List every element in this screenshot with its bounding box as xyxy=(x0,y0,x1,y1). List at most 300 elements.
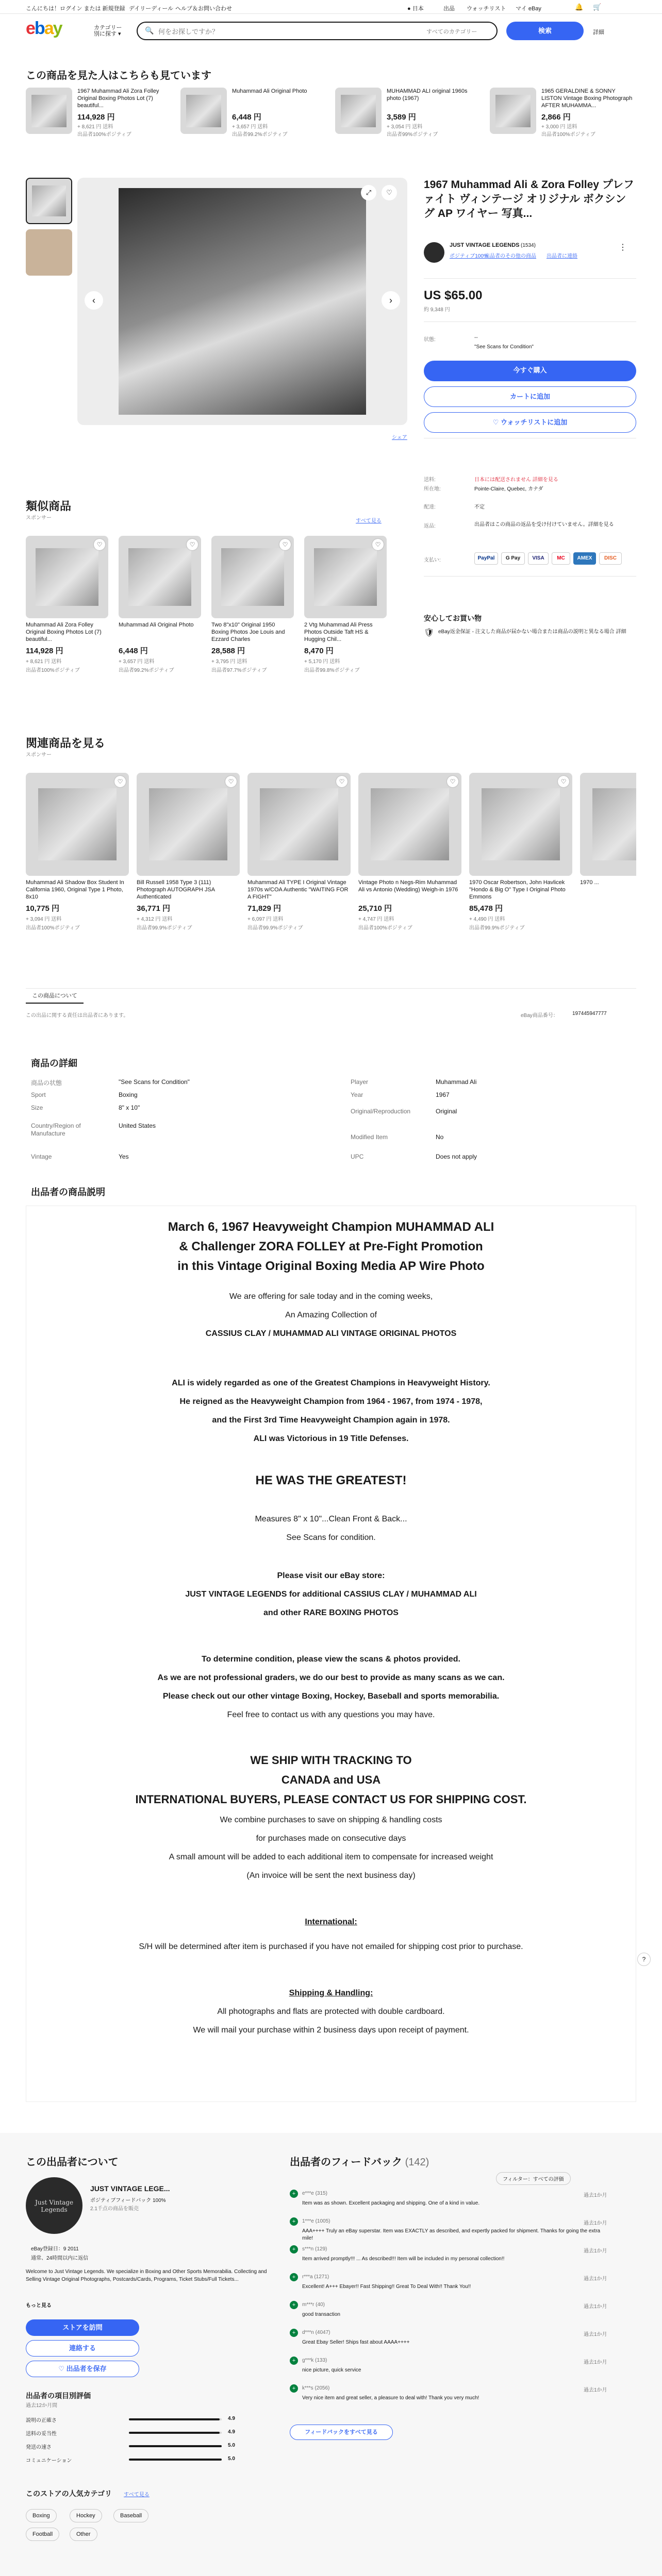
gallery-thumbnail-2[interactable] xyxy=(26,229,72,276)
item-shipping: + 5,170 円 送料 xyxy=(304,659,340,665)
category-pill[interactable]: Boxing xyxy=(26,2509,57,2522)
condition-note: "See Scans for Condition" xyxy=(474,344,534,350)
feedback-period: 過去1か月 xyxy=(584,2332,607,2337)
item-seller-note: 出品者99.8%ポジティブ xyxy=(304,668,360,673)
desc-paragraph: Please check out our other vintage Boxing, Hockey, Baseball and sports memorabilia. xyxy=(162,1692,500,1701)
item-price: 2,866 円 xyxy=(541,113,571,122)
description-title: 出品者の商品説明 xyxy=(31,1187,105,1197)
discover-icon: DISC xyxy=(599,552,622,565)
delivery-value: 不定 xyxy=(474,504,485,510)
rating-bar-track xyxy=(129,2445,222,2447)
paypal-icon: PayPal xyxy=(474,552,498,565)
amex-icon: AMEX xyxy=(573,552,596,565)
feedback-period: 過去1か月 xyxy=(584,2248,607,2254)
feedback-user: g***k (133) xyxy=(302,2358,327,2363)
listing-title: 1967 Muhammad Ali & Zora Folley プレファイト ヴィンテージ オリジナル ボクシング AP ワイヤー 写真... xyxy=(424,179,634,219)
spec-key: 商品の状態 xyxy=(31,1079,62,1087)
main-image[interactable] xyxy=(77,178,407,425)
desc-paragraph: JUST VINTAGE LEGENDS for additional CASSIUS CLAY / MUHAMMAD ALI xyxy=(185,1590,477,1599)
ebay-logo[interactable]: ebay xyxy=(26,19,62,38)
item-title[interactable]: Muhammad Ali TYPE I Original Vintage 1970s w/COA Authentic "WAITING FOR A FIGHT" xyxy=(247,879,349,900)
heart-icon[interactable]: ♡ xyxy=(94,539,105,550)
item-thumbnail[interactable] xyxy=(335,88,382,134)
related-item-card[interactable] xyxy=(247,773,351,931)
about-seller-more[interactable]: もっと見る xyxy=(26,2303,52,2309)
desc-paragraph: CASSIUS CLAY / MUHAMMAD ALI VINTAGE ORIGINAL PHOTOS xyxy=(205,1329,457,1338)
header-greeting[interactable]: こんにちは！ログイン または 新規登録 xyxy=(26,6,125,12)
item-shipping: + 8,621 円 送料 xyxy=(26,659,62,665)
categories-see-all[interactable]: すべて見る xyxy=(124,2492,150,2498)
item-seller-note: 出品者100%ポジティブ xyxy=(358,925,412,931)
rating-row xyxy=(26,2414,247,2425)
ship-to-flag[interactable]: ● 日本 xyxy=(407,6,424,12)
item-shipping: + 3,795 円 送料 xyxy=(211,659,247,665)
item-thumbnail[interactable] xyxy=(26,536,108,618)
header-help[interactable]: ヘルプ＆お問い合わせ xyxy=(175,6,232,12)
desc-paragraph: International: xyxy=(305,1918,357,1926)
feedback-user: 1***e (1005) xyxy=(302,2218,330,2224)
item-seller-note: 出品者99.2%ポジティブ xyxy=(119,668,174,673)
feedback-period: 過去1か月 xyxy=(584,2360,607,2365)
add-to-watchlist-button[interactable]: ♡ ウォッチリストに追加 xyxy=(424,412,636,433)
spec-key: Sport xyxy=(31,1091,46,1098)
condition-label: 状態: xyxy=(424,337,436,343)
item-title[interactable]: Muhammad Ali Original Photo xyxy=(232,88,307,94)
feedback-user: s***n (129) xyxy=(302,2246,327,2252)
rating-label: 送料の妥当性 xyxy=(26,2431,57,2437)
desc-heading-shipping: INTERNATIONAL BUYERS, PLEASE CONTACT US FOR SHIPPING COST. xyxy=(135,1793,527,1806)
item-thumbnail[interactable] xyxy=(469,773,572,876)
desc-paragraph: All photographs and flats are protected with double cardboard. xyxy=(217,2007,445,2016)
desc-heading-shipping: WE SHIP WITH TRACKING TO xyxy=(250,1754,412,1767)
item-price: 36,771 円 xyxy=(137,904,171,913)
visa-icon: VISA xyxy=(528,552,549,565)
item-price: 3,589 円 xyxy=(387,113,416,122)
positive-feedback-icon: + xyxy=(290,2217,298,2226)
desc-paragraph: Feel free to contact us with any questions you may have. xyxy=(227,1710,435,1719)
heart-icon[interactable]: ♡ xyxy=(114,776,126,787)
visit-store-button[interactable]: ストアを訪問 xyxy=(26,2319,139,2336)
gpay-icon: G Pay xyxy=(501,552,525,565)
about-seller-bio: Welcome to Just Vintage Legends. We specialize in Boxing and Other Sports Memorabilia. Collecting and Selling Vintage Original Photographs, Postcards/Cards, Programs, Ticket Stubs/Full Tickets... xyxy=(26,2269,267,2282)
location-value: Pointe-Claire, Quebec, カナダ xyxy=(474,486,543,492)
categories-title: このストアの人気カテゴリ xyxy=(26,2489,112,2498)
item-thumbnail[interactable] xyxy=(26,88,72,134)
heart-icon: ♡ xyxy=(58,2365,67,2372)
feedback-list xyxy=(290,2190,620,2416)
desc-paragraph: Measures 8" x 10"...Clean Front & Back... xyxy=(255,1515,407,1523)
related-title: 関連商品を見る xyxy=(26,737,106,750)
heart-icon[interactable]: ♡ xyxy=(336,776,347,787)
spec-key: Size xyxy=(31,1104,43,1111)
desc-paragraph: ALI is widely regarded as one of the Greatest Champions in Heavyweight History. xyxy=(172,1379,490,1387)
search-icon: 🔍 xyxy=(145,26,154,35)
item-shipping: + 4,747 円 送料 xyxy=(358,917,394,922)
shipping-value: 日本には配送されません 詳細を見る xyxy=(474,477,558,483)
rating-value: 5.0 xyxy=(228,2456,235,2462)
desc-paragraph: ALI was Victorious in 19 Title Defenses. xyxy=(253,1434,409,1443)
header-watchlist[interactable]: ウォッチリスト xyxy=(467,6,506,12)
top-strip xyxy=(26,88,636,155)
spec-value: Yes xyxy=(119,1153,129,1160)
see-all-feedback-button[interactable]: フィードバックをすべて見る xyxy=(290,2425,393,2440)
item-seller-note: 出品者100%ポジティブ xyxy=(541,132,595,138)
seller-responsibility-note: この出品に関する責任は出品者にあります。 xyxy=(26,1013,129,1019)
item-price: 6,448 円 xyxy=(119,647,148,655)
about-seller-title: この出品者について xyxy=(26,2157,119,2168)
ratings-title: 出品者の項目別評価 xyxy=(26,2392,91,2400)
desc-paragraph: (An invoice will be sent the next business day) xyxy=(246,1871,416,1880)
gallery-thumbnail-1[interactable] xyxy=(26,178,72,224)
rating-bar-track xyxy=(129,2432,222,2434)
feedback-title: 出品者のフィードバック (142) xyxy=(290,2157,429,2168)
similar-item-card[interactable] xyxy=(26,536,108,673)
feedback-text: good transaction xyxy=(302,2312,340,2317)
item-title[interactable]: Muhammad Ali Zora Folley Original Boxing Photos Lot (7) beautiful... xyxy=(26,622,102,642)
heart-icon[interactable]: ♡ xyxy=(558,776,569,787)
rating-row xyxy=(26,2454,247,2465)
about-seller-feedback: ポジティブフィードバック 100% xyxy=(90,2198,166,2204)
similar-item-card[interactable] xyxy=(304,536,387,673)
heart-icon: ♡ xyxy=(492,418,501,426)
bell-icon[interactable]: 🔔 xyxy=(575,3,584,11)
top-strip-title: この商品を見た人はこちらも見ています xyxy=(26,70,211,81)
rating-value: 4.9 xyxy=(228,2416,235,2421)
category-pill[interactable]: Hockey xyxy=(70,2509,102,2522)
seller-stats: (1534) xyxy=(521,243,536,248)
rating-row xyxy=(26,2428,247,2438)
item-thumbnail[interactable] xyxy=(490,88,536,134)
specifics-title: 商品の詳細 xyxy=(31,1058,77,1069)
spec-value: 8" x 10" xyxy=(119,1104,140,1111)
feedback-text: Item arrived promptly!!! ... As described!!! Item will be included in my personal collection!! xyxy=(302,2256,505,2262)
description-frame xyxy=(26,1206,636,2102)
desc-heading-1: March 6, 1967 Heavyweight Champion MUHAMMAD ALI xyxy=(168,1220,494,1234)
feedback-user: e***e (315) xyxy=(302,2191,327,2196)
item-price: 28,588 円 xyxy=(211,647,245,655)
header-sell[interactable]: 出品 xyxy=(443,6,455,12)
item-seller-note: 出品者99.9%ポジティブ xyxy=(137,925,192,931)
feedback-text: Excellent! A+++ Ebayer!! Fast Shipping!! Great To Deal With!! Thank You!! xyxy=(302,2284,471,2290)
desc-paragraph: S/H will be determined after item is purchased if you have not emailed for shipping cost prior to purchase. xyxy=(139,1942,523,1951)
header-daily-deals[interactable]: デイリーディール xyxy=(129,6,174,12)
heart-icon[interactable]: ♡ xyxy=(372,539,384,550)
spec-value: Muhammad Ali xyxy=(436,1078,477,1086)
item-thumbnail[interactable] xyxy=(137,773,240,876)
ratings-period: 過去12か月間 xyxy=(26,2403,58,2409)
item-thumbnail[interactable] xyxy=(247,773,351,876)
positive-feedback-icon: + xyxy=(290,2329,298,2337)
flag-icon: ● xyxy=(407,6,412,12)
item-seller-note: 出品者100%ポジティブ xyxy=(26,668,80,673)
top-strip-item[interactable] xyxy=(335,88,485,138)
header-my-ebay[interactable]: マイ eBay xyxy=(516,6,541,12)
search-button[interactable]: 検索 xyxy=(506,22,584,40)
spec-value: "See Scans for Condition" xyxy=(119,1078,190,1086)
condition-value: -- xyxy=(474,335,478,341)
desc-paragraph: He reigned as the Heavyweight Champion from 1964 - 1967, from 1974 - 1978, xyxy=(179,1397,483,1406)
item-title[interactable]: 1970 ... xyxy=(580,879,599,886)
category-pill[interactable]: Other xyxy=(70,2528,97,2541)
save-seller-button[interactable]: ♡ 出品者を保存 xyxy=(26,2361,139,2377)
payment-label: 支払い: xyxy=(424,557,441,563)
rating-bar-track xyxy=(129,2459,222,2461)
desc-paragraph: and the First 3rd Time Heavyweight Champion again in 1978. xyxy=(212,1416,450,1425)
heart-icon[interactable]: ♡ xyxy=(279,539,291,550)
returns-label: 返品: xyxy=(424,523,436,529)
item-shipping: + 3,054 円 送料 xyxy=(387,124,423,130)
returns-value: 出品者はこの商品の返品を受け付けていません。詳細を見る xyxy=(474,522,614,528)
expand-icon[interactable]: ⤢ xyxy=(361,185,376,200)
rating-bar-fill xyxy=(129,2432,220,2434)
share-link[interactable]: シェア xyxy=(392,435,407,440)
related-item-card[interactable] xyxy=(358,773,461,931)
similar-see-all[interactable]: すべて見る xyxy=(356,518,382,524)
spec-key: Country/Region of Manufacture xyxy=(31,1122,81,1137)
similar-item-card[interactable] xyxy=(119,536,201,673)
spec-key: Vintage xyxy=(31,1153,52,1160)
seller-avatar[interactable] xyxy=(424,242,444,263)
item-shipping: + 4,490 円 送料 xyxy=(469,917,505,922)
item-thumbnail[interactable] xyxy=(580,773,636,876)
contact-seller-button[interactable]: 連絡する xyxy=(26,2340,139,2357)
item-price: 114,928 円 xyxy=(77,113,115,122)
desc-paragraph: Please visit our eBay store: xyxy=(277,1571,385,1580)
feedback-text: Great Ebay Seller! Ships fast about AAAA++++ xyxy=(302,2340,410,2345)
item-title[interactable]: Muhammad Ali Shadow Box Student In California 1960, Original Type 1 Photo, 8x10 xyxy=(26,879,124,900)
ratings-list xyxy=(26,2414,247,2476)
item-shipping: + 3,000 円 送料 xyxy=(541,124,577,130)
item-seller-note: 出品者99.2%ポジティブ xyxy=(232,132,288,138)
positive-feedback-icon: + xyxy=(290,2301,298,2309)
item-thumbnail[interactable] xyxy=(26,773,129,876)
feedback-period: 過去1か月 xyxy=(584,2304,607,2310)
desc-paragraph: for purchases made on consecutive days xyxy=(256,1834,406,1843)
related-item-card[interactable] xyxy=(580,773,636,901)
positive-feedback-icon: + xyxy=(290,2384,298,2393)
tabs-divider xyxy=(26,988,636,989)
divider xyxy=(424,278,636,279)
positive-feedback-icon: + xyxy=(290,2190,298,2198)
search-input[interactable] xyxy=(158,26,385,37)
item-shipping: + 6,097 円 送料 xyxy=(247,917,284,922)
cart-icon[interactable]: 🛒 xyxy=(593,3,602,11)
item-shipping: + 3,657 円 送料 xyxy=(119,659,155,665)
contact-seller-link[interactable]: 出品者に連絡 xyxy=(547,253,577,259)
listing-price-approx: 約 9,348 円 xyxy=(424,307,450,313)
item-shipping: + 3,657 円 送料 xyxy=(232,124,268,130)
spec-value: No xyxy=(436,1133,444,1141)
feedback-period: 過去1か月 xyxy=(584,2193,607,2198)
related-item-card[interactable] xyxy=(137,773,240,931)
item-title[interactable]: 1970 Oscar Robertson, John Havlicek "Hondo & Big O" Type I Original Photo Emmons xyxy=(469,879,566,900)
spec-value: Does not apply xyxy=(436,1153,477,1160)
item-number: 197445947777 xyxy=(572,1011,607,1016)
seller-name[interactable]: JUST VINTAGE LEGENDS xyxy=(450,242,520,248)
seller-other-items-link[interactable]: 出品者のその他の商品 xyxy=(485,253,536,259)
spec-value: 1967 xyxy=(436,1091,450,1098)
feedback-filter[interactable]: フィルター：すべての評価 xyxy=(496,2172,571,2185)
item-price: 8,470 円 xyxy=(304,647,334,655)
item-thumbnail[interactable] xyxy=(119,536,201,618)
item-price: 25,710 円 xyxy=(358,904,392,913)
more-options-icon[interactable]: ⋮ xyxy=(619,243,627,252)
item-thumbnail[interactable] xyxy=(358,773,461,876)
desc-heading-3: in this Vintage Original Boxing Media AP Wire Photo xyxy=(177,1259,485,1273)
rating-label: 説明の正確さ xyxy=(26,2418,57,2424)
delivery-label: 配達: xyxy=(424,504,436,510)
about-seller-response: 通常、24時間以内に返信 xyxy=(31,2256,89,2261)
desc-heading-2: & Challenger ZORA FOLLEY at Pre-Fight Promotion xyxy=(179,1240,483,1253)
feedback-user: r***a (1271) xyxy=(302,2274,329,2280)
desc-paragraph: To determine condition, please view the scans & photos provided. xyxy=(201,1655,460,1664)
item-seller-note: 出品者99.9%ポジティブ xyxy=(469,925,525,931)
top-strip-item[interactable] xyxy=(180,88,330,138)
item-title[interactable]: MUHAMMAD ALI original 1960s photo (1967) xyxy=(387,88,468,101)
item-price: 71,829 円 xyxy=(247,904,282,913)
heart-icon[interactable]: ♡ xyxy=(382,185,397,200)
advanced-search-link[interactable]: 詳細 xyxy=(593,29,604,36)
rating-label: 発送の速さ xyxy=(26,2445,52,2450)
top-strip-item[interactable] xyxy=(490,88,636,138)
desc-paragraph: Shipping & Handling: xyxy=(289,1989,373,1997)
similar-sponsor: スポンサー xyxy=(26,515,52,521)
rating-row xyxy=(26,2441,247,2451)
photo-graphic xyxy=(119,188,366,415)
desc-heading-shipping: CANADA and USA xyxy=(281,1773,381,1786)
seller-feedback-link[interactable]: ポジティブ100% xyxy=(450,253,488,259)
positive-feedback-icon: + xyxy=(290,2273,298,2281)
item-shipping: + 4,312 円 送料 xyxy=(137,917,173,922)
rating-bar-fill xyxy=(129,2459,222,2461)
header-divider xyxy=(0,13,662,14)
chevron-left-icon[interactable]: ‹ xyxy=(85,291,103,310)
item-seller-note: 出品者99.9%ポジティブ xyxy=(247,925,303,931)
category-pill[interactable]: Baseball xyxy=(113,2509,148,2522)
seller-logo[interactable]: Just Vintage Legends xyxy=(26,2177,82,2234)
item-seller-note: 出品者99%ポジティブ xyxy=(387,132,438,138)
safe-shopping-text: eBay返金保証 - 注文した商品が届かない場合または商品の説明と異なる場合 詳細 xyxy=(438,629,626,635)
spec-key: UPC xyxy=(351,1153,364,1160)
desc-paragraph: We combine purchases to save on shipping & handling costs xyxy=(220,1816,442,1824)
tab-about-item[interactable]: この商品について xyxy=(26,988,84,1004)
desc-paragraph: An Amazing Collection of xyxy=(285,1311,377,1319)
heart-icon[interactable]: ♡ xyxy=(187,539,198,550)
feedback-text: AAA++++ Truly an eBay superstar. Item was EXACTLY as described, and expertly packed for shipment. Thanks for going the extra mile! xyxy=(302,2228,601,2241)
category-select[interactable]: すべてのカテゴリー xyxy=(426,29,477,35)
payment-methods xyxy=(474,552,636,566)
desc-paragraph: See Scans for condition. xyxy=(286,1533,376,1542)
heart-icon[interactable]: ♡ xyxy=(225,776,237,787)
item-shipping: + 3,094 円 送料 xyxy=(26,917,62,922)
divider xyxy=(424,321,636,322)
safe-shopping-title: 安心してお買い物 xyxy=(424,614,482,622)
spec-value: Boxing xyxy=(119,1091,138,1098)
help-icon[interactable]: ? xyxy=(637,1953,651,1966)
feedback-text: Very nice item and great seller, a pleasure to deal with! Thank you very much! xyxy=(302,2395,479,2401)
about-seller-member: eBay登録日：9 2011 xyxy=(31,2246,79,2252)
heart-icon[interactable]: ♡ xyxy=(447,776,458,787)
spec-value: United States xyxy=(119,1122,156,1129)
rating-bar-fill xyxy=(129,2418,220,2420)
location-label: 所在地: xyxy=(424,486,441,492)
item-thumbnail[interactable] xyxy=(304,536,387,618)
feedback-period: 過去1か月 xyxy=(584,2221,607,2226)
category-shop-button[interactable]: カテゴリー 別に探す ▾ xyxy=(94,25,122,37)
positive-feedback-icon: + xyxy=(290,2245,298,2253)
similar-item-card[interactable] xyxy=(211,536,294,673)
desc-heading-greatest: HE WAS THE GREATEST! xyxy=(255,1473,407,1487)
desc-paragraph: We will mail your purchase within 2 business days upon receipt of payment. xyxy=(193,2026,469,2035)
spec-key: Modified Item xyxy=(351,1133,388,1141)
category-pill[interactable]: Football xyxy=(26,2528,59,2541)
item-title[interactable]: 2 Vtg Muhammad Ali Press Photos Outside Taft HS & Hugging Chil... xyxy=(304,622,373,642)
similar-title: 類似商品 xyxy=(26,500,72,513)
item-title[interactable]: 1967 Muhammad Ali Zora Folley Original Boxing Photos Lot (7) beautiful... xyxy=(77,88,159,109)
spec-key: Player xyxy=(351,1078,369,1086)
related-sponsor: スポンサー xyxy=(26,752,52,758)
chevron-right-icon[interactable]: › xyxy=(382,291,400,310)
spec-key: Year xyxy=(351,1091,363,1098)
about-seller-name[interactable]: JUST VINTAGE LEGE... xyxy=(90,2184,170,2193)
item-seller-note: 出品者97.7%ポジティブ xyxy=(211,668,267,673)
item-seller-note: 出品者100%ポジティブ xyxy=(26,925,80,931)
item-title[interactable]: 1965 GERALDINE & SONNY LISTON Vintage Boxing Photograph AFTER MUHAMMA... xyxy=(541,88,633,109)
desc-paragraph: We are offering for sale today and in the coming weeks, xyxy=(229,1292,433,1301)
feedback-user: d***n (4047) xyxy=(302,2330,330,2335)
desc-paragraph: As we are not professional graders, we do our best to provide as many scans as we can. xyxy=(157,1673,505,1682)
add-to-cart-button[interactable]: カートに追加 xyxy=(424,386,636,407)
item-price: 114,928 円 xyxy=(26,647,63,655)
top-strip-item[interactable] xyxy=(26,88,175,138)
feedback-user: k***s (2056) xyxy=(302,2385,330,2391)
feedback-period: 過去1か月 xyxy=(584,2387,607,2393)
spec-key: Original/Reproduction xyxy=(351,1108,411,1115)
item-title[interactable]: Muhammad Ali Original Photo xyxy=(119,622,194,628)
related-item-card[interactable] xyxy=(26,773,129,931)
item-price: 6,448 円 xyxy=(232,113,261,122)
about-seller-sold: 2.1千点の商品を販売 xyxy=(90,2206,139,2212)
item-price: 10,775 円 xyxy=(26,904,60,913)
spec-value: Original xyxy=(436,1108,457,1115)
feedback-text: nice picture, quick service xyxy=(302,2367,361,2373)
rating-bar-track xyxy=(129,2418,222,2420)
related-item-card[interactable] xyxy=(469,773,572,931)
item-number-label: eBay商品番号： xyxy=(521,1013,558,1019)
mastercard-icon: MC xyxy=(552,552,570,565)
item-title[interactable]: Two 8"x10" Original 1950 Boxing Photos Joe Louis and Ezzard Charles xyxy=(211,622,285,642)
divider xyxy=(424,576,636,577)
feedback-user: m***r (40) xyxy=(302,2302,325,2308)
feedback-period: 過去1か月 xyxy=(584,2276,607,2282)
rating-value: 4.9 xyxy=(228,2429,235,2435)
buy-now-button[interactable]: 今すぐ購入 xyxy=(424,361,636,381)
rating-label: コミュニケーション xyxy=(26,2458,72,2464)
listing-price: US $65.00 xyxy=(424,289,483,302)
rating-bar-fill xyxy=(129,2445,222,2447)
shield-icon: 🛡 xyxy=(424,629,435,637)
positive-feedback-icon: + xyxy=(290,2357,298,2365)
search-bar xyxy=(137,22,498,40)
item-price: 85,478 円 xyxy=(469,904,503,913)
item-title[interactable]: Bill Russell 1958 Type 3 (111) Photograph AUTOGRAPH JSA Authenticated xyxy=(137,879,215,900)
item-thumbnail[interactable] xyxy=(180,88,227,134)
item-thumbnail[interactable] xyxy=(211,536,294,618)
shipping-label: 送料: xyxy=(424,477,436,483)
item-shipping: + 8,621 円 送料 xyxy=(77,124,113,130)
item-title[interactable]: Vintage Photo n Negs-Rim Muhammad Ali vs Antonio (Wedding) Weigh-in 1976 xyxy=(358,879,458,893)
desc-paragraph: A small amount will be added to each additional item to compensate for increased weight xyxy=(169,1853,493,1861)
